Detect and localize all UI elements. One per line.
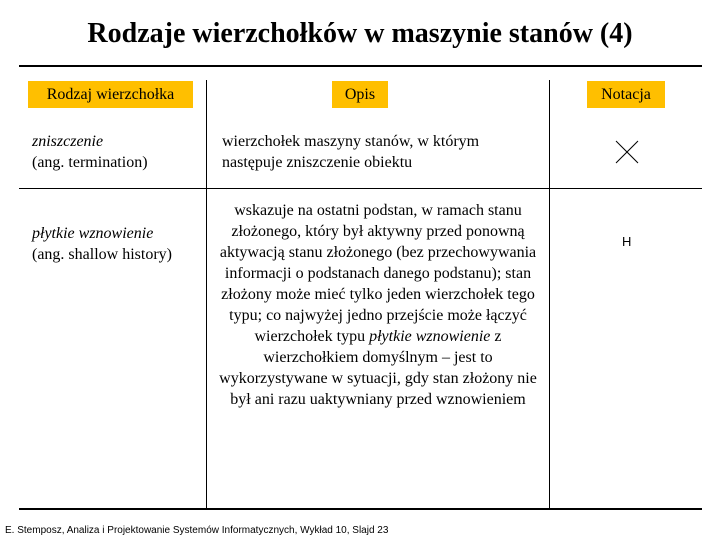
row-history-name: płytkie wznowienie (32, 225, 154, 242)
row-termination-description: wierzchołek maszyny stanów, w którym następuje zniszczenie obiektu (222, 133, 480, 171)
row-termination-english: (ang. termination) (32, 154, 148, 171)
row-history-description-italic: płytkie wznowienie (369, 328, 491, 345)
row-history-type (32, 223, 204, 265)
header-notation: Notacja (587, 81, 665, 108)
shallow-history-notation: H (622, 234, 632, 249)
title-divider-top (19, 65, 702, 67)
row-termination-type (32, 131, 202, 173)
row-divider (19, 188, 702, 189)
slide-title: Rodzaje wierzchołków w maszynie stanów (4) (87, 18, 633, 49)
x-cross-icon (615, 140, 639, 164)
row-history-description (214, 200, 542, 410)
column-divider-left (206, 80, 207, 508)
header-description: Opis (332, 81, 388, 108)
row-history-english: (ang. shallow history) (32, 246, 172, 263)
row-history-description-part2: z wierzchołkiem domyślnym – jest to wykorzystywane w sytuacji, gdy stan złożony nie był ani razu uaktywniany przed wznowieniem (219, 328, 537, 408)
column-divider-right (549, 80, 550, 508)
row-termination-name: zniszczenie (32, 133, 104, 150)
table-bottom-rule (19, 508, 702, 510)
header-type: Rodzaj wierzchołka (28, 81, 193, 108)
row-history-description-part1: wskazuje na ostatni podstan, w ramach stanu złożonego, który był aktywny przed ponowną aktywacją stanu złożonego (bez przechowywania informacji o podstanach danego podstanu); stan złożony może mieć tylko jeden wierzchołek tego typu; co najwyżej jedno przejście może łączyć wierzchołek typu (219, 202, 537, 345)
slide-footer: E. Stemposz, Analiza i Projektowanie Systemów Informatycznych, Wykład 10, Slajd 23 (5, 525, 389, 536)
